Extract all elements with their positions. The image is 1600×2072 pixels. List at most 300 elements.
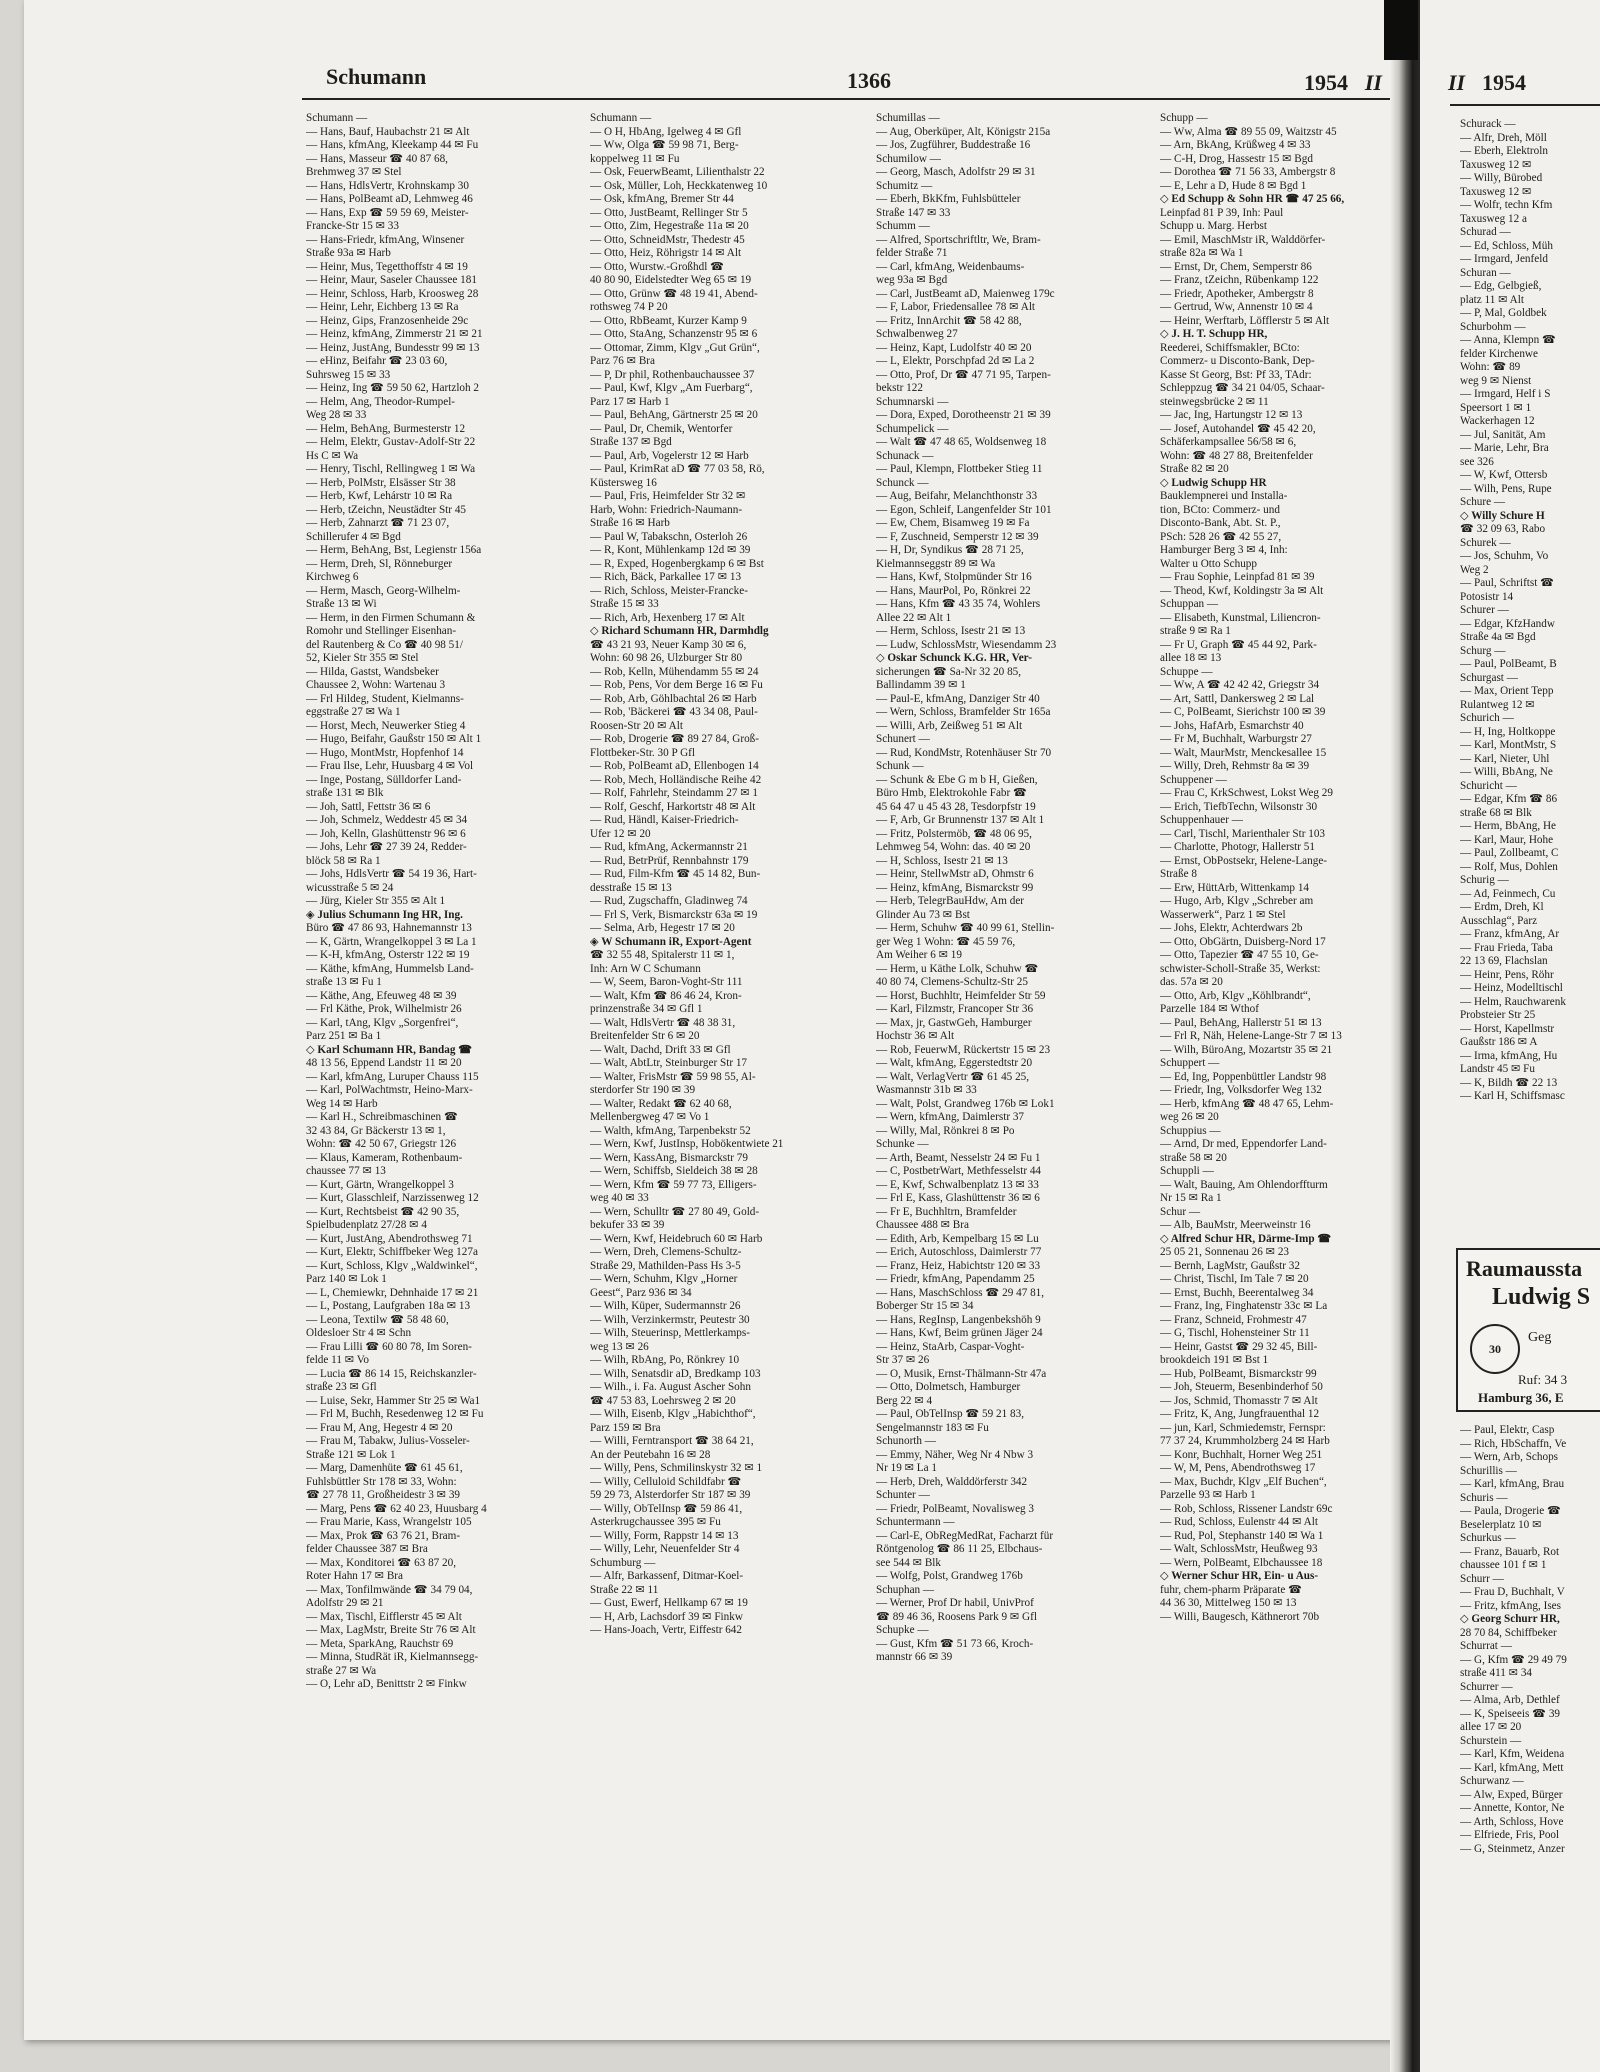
- directory-entry-line: — Karl, kfmAng, Mett: [1460, 1761, 1564, 1774]
- directory-entry-line: Boberger Str 15 ✉ 34: [876, 1300, 974, 1312]
- directory-entry-line: — Herb, TelegrBauHdw, Am der: [876, 895, 1025, 907]
- directory-entry-line: — Max, Buchdr, Klgv „Elf Buchen“,: [1160, 1475, 1327, 1488]
- directory-entry-line: Ballindamm 39 ✉ 1: [876, 679, 966, 691]
- directory-entry-line: — Walt, Kfm ☎ 86 46 24, Kron-: [590, 989, 742, 1002]
- directory-entry-line: — Johs, HdlsVertr ☎ 54 19 36, Hart-: [306, 868, 477, 880]
- directory-entry-line: — Herm, BbAng, He: [1460, 820, 1557, 832]
- directory-entry-line: — Paul, BehAng, Gärtnerstr 25 ✉ 20: [590, 409, 758, 421]
- directory-entry-line: Taxusweg 12 ✉: [1460, 185, 1532, 198]
- directory-entry-line: — Frl Käthe, Prok, Wilhelmistr 26: [306, 1003, 462, 1015]
- directory-entry-line: Straße 13 ✉ Wi: [306, 598, 377, 610]
- directory-entry-line: — Irmgard, Jenfeld: [1460, 253, 1548, 265]
- directory-entry-line: — Kurt, Elektr, Schiffbeker Weg 127a: [306, 1246, 478, 1258]
- directory-entry-line: — Paul, Schriftst ☎: [1460, 577, 1555, 589]
- directory-entry-line: — Kurt, Schloss, Klgv „Waldwinkel“,: [306, 1259, 478, 1272]
- directory-entry-line: tion, BCto: Commerz- und: [1160, 503, 1280, 516]
- directory-entry-line: — Rud, kfmAng, Ackermannstr 21: [590, 841, 748, 853]
- directory-entry-line: Spielbudenplatz 27/28 ✉ 4: [306, 1219, 427, 1231]
- directory-entry-line: — Ww, Alma ☎ 89 55 09, Waitzstr 45: [1160, 125, 1337, 138]
- directory-entry-line: — Willy, ObTelInsp ☎ 59 86 41,: [590, 1502, 743, 1515]
- directory-entry-line: — Paul, Dr, Chemik, Wentorfer: [590, 422, 733, 435]
- directory-entry-line: — Aug, Oberküper, Alt, Königstr 215a: [876, 125, 1051, 138]
- directory-entry-line: — C, PostbetrWart, Methfesselstr 44: [876, 1165, 1042, 1177]
- directory-entry-line: — L, Elektr, Porschpfad 2d ✉ La 2: [876, 355, 1035, 367]
- directory-entry-line: Schunorth —: [876, 1435, 936, 1447]
- directory-entry-line: — Jos, Schmid, Thomasstr 7 ✉ Alt: [1160, 1394, 1318, 1407]
- page-number: 1366: [847, 68, 891, 93]
- directory-entry-line: wicusstraße 5 ✉ 24: [306, 881, 394, 894]
- directory-entry-line: — Kurt, JustAng, Abendrothsweg 71: [306, 1232, 473, 1245]
- directory-entry-line: — Otto, Zim, Hegestraße 11a ✉ 20: [590, 220, 749, 232]
- directory-entry-line: weg 93a ✉ Bgd: [876, 274, 948, 286]
- directory-entry-line: — Wern, Kwf, JustInsp, Hobökentwiete 21: [590, 1138, 784, 1150]
- directory-entry-line: Geest“, Parz 936 ✉ 34: [590, 1286, 692, 1299]
- directory-entry-line: Asterkrugchaussee 395 ✉ Fu: [590, 1516, 721, 1528]
- directory-entry-line: Parz 17 ✉ Harb 1: [590, 395, 670, 408]
- directory-entry-line: — Heinz, kfmAng, Zimmerstr 21 ✉ 21: [306, 328, 483, 340]
- directory-entry-line: — Otto, Prof, Dr ☎ 47 71 95, Tarpen-: [876, 368, 1051, 381]
- directory-entry-line: Potosistr 14: [1460, 590, 1514, 603]
- directory-entry-line: allee 17 ✉ 20: [1460, 1721, 1522, 1733]
- directory-entry-line: — K, Gärtn, Wrangelkoppel 3 ✉ La 1: [306, 935, 477, 948]
- directory-entry-line: — Herm, Schuhw ☎ 40 99 61, Stellin-: [876, 922, 1055, 934]
- directory-entry-line: — Frau Ilse, Lehr, Huusbarg 4 ✉ Vol: [306, 760, 474, 772]
- directory-entry-line: Ufer 12 ✉ 20: [590, 827, 651, 840]
- directory-entry-line: Büro Hmb, Elektrokohle Fabr ☎: [876, 787, 1027, 799]
- directory-entry-line: — Franz, tZeichn, Rübenkamp 122: [1160, 274, 1319, 286]
- directory-entry-line: — Willy, Form, Rappstr 14 ✉ 13: [590, 1529, 739, 1542]
- directory-column-4: [1160, 112, 1404, 1992]
- directory-entry-line: — Ww, A ☎ 42 42 42, Griegstr 34: [1160, 679, 1320, 691]
- directory-entry-line: Bauklempnerei und Installa-: [1160, 490, 1288, 502]
- directory-entry-line: ger Weg 1 Wohn: ☎ 45 59 76,: [876, 935, 1016, 948]
- directory-entry-line: — Rud, Zugschaffn, Gladinweg 74: [590, 895, 748, 907]
- directory-entry-line: — Willi, Arb, Zeißweg 51 ✉ Alt: [876, 719, 1023, 732]
- directory-entry-line: — Ew, Chem, Bisamweg 19 ✉ Fa: [876, 517, 1030, 529]
- directory-entry-line: 59 29 73, Alsterdorfer Str 187 ✉ 39: [590, 1489, 751, 1501]
- directory-entry-line: — Erich, TiefbTechn, Wilsonstr 30: [1160, 800, 1318, 813]
- directory-entry-line: Schuppert —: [1160, 1057, 1220, 1069]
- directory-entry-line: weg 9 ✉ Nienst: [1460, 374, 1532, 387]
- directory-entry-line: — Rud, BetrPrüf, Rennbahnstr 179: [590, 854, 749, 867]
- directory-entry-line: — Heinr, Mus, Tegetthoffstr 4 ✉ 19: [306, 260, 468, 273]
- directory-entry-line: Röntgenolog ☎ 86 11 25, Elbchaus-: [876, 1543, 1043, 1555]
- directory-entry-line: — Otto, Tapezier ☎ 47 55 10, Ge-: [1160, 949, 1319, 961]
- directory-entry-line: Glinder Au 73 ✉ Bst: [876, 908, 970, 921]
- directory-entry-line: — Frl E, Kass, Glashüttenstr 36 ✉ 6: [876, 1192, 1040, 1204]
- directory-entry-line: — Arth, Beamt, Nesselstr 24 ✉ Fu 1: [876, 1151, 1041, 1164]
- directory-entry-line: — Emil, MaschMstr iR, Walddörfer-: [1160, 233, 1326, 246]
- directory-entry-line: Ausschlag“, Parz: [1460, 914, 1538, 927]
- directory-entry-line: — Otto, StaAng, Schanzenstr 95 ✉ 6: [590, 328, 758, 340]
- directory-entry-line: straße 23 ✉ Gfl: [306, 1381, 377, 1393]
- directory-entry-line: — Karl H, Schiffsmasc: [1460, 1090, 1565, 1102]
- directory-entry-line: — Art, Sattl, Dankersweg 2 ✉ Lal: [1160, 692, 1315, 705]
- directory-entry-line: — Selma, Arb, Hegestr 17 ✉ 20: [590, 922, 735, 934]
- directory-entry-line: — Hans, MaschSchloss ☎ 29 47 81,: [876, 1286, 1045, 1299]
- directory-entry-line: Parz 140 ✉ Lok 1: [306, 1273, 387, 1285]
- directory-entry-line: — Walt, HdlsVertr ☎ 48 38 31,: [590, 1016, 736, 1029]
- directory-entry-line: — Edg, Gelbgieß,: [1460, 280, 1542, 292]
- directory-entry-line: — Eberh, BkKfm, Fuhlsbütteler: [876, 193, 1021, 205]
- directory-entry-line: — Herb, Kwf, Lehárstr 10 ✉ Ra: [306, 490, 453, 502]
- directory-entry-line: brookdeich 191 ✉ Bst 1: [1160, 1354, 1269, 1366]
- directory-entry-line: — Franz, kfmAng, Ar: [1460, 928, 1560, 940]
- directory-entry-line: — Helm, Ang, Theodor-Rumpel-: [306, 395, 456, 408]
- directory-entry-line: — F, Arb, Gr Brunnenstr 137 ✉ Alt 1: [876, 814, 1045, 826]
- directory-entry-line: Schuppener —: [1160, 773, 1227, 786]
- directory-entry-line: — Wilh, RbAng, Po, Rönkrey 10: [590, 1354, 740, 1366]
- directory-entry-line: — Elfriede, Fris, Pool: [1460, 1829, 1560, 1841]
- directory-entry-line: — W, Seem, Baron-Voght-Str 111: [590, 976, 743, 988]
- directory-entry-line: — Horst, Buchhltr, Heimfelder Str 59: [876, 989, 1046, 1002]
- directory-entry-line: — Heinz, Gips, Franzosenheide 29c: [306, 314, 469, 327]
- directory-entry-line: — Helm, Rauchwarenk: [1460, 995, 1566, 1008]
- directory-entry-line: — Hans, PolBeamt aD, Lehmweg 46: [306, 193, 473, 205]
- directory-entry-line: — Herb, tZeichn, Neustädter Str 45: [306, 503, 467, 516]
- directory-entry-line: — Wern, Schloss, Bramfelder Str 165a: [876, 706, 1051, 718]
- directory-entry-line: ◇ Ed Schupp & Sohn HR ☎ 47 25 66,: [1160, 193, 1345, 205]
- directory-entry-line: — Hugo, MontMstr, Hopfenhof 14: [306, 746, 464, 759]
- directory-entry-line: — R, Exped, Hogenbergkamp 6 ✉ Bst: [590, 557, 764, 570]
- directory-entry-line: — Joh, Steuerm, Besenbinderhof 50: [1160, 1381, 1323, 1393]
- directory-entry-line: — Ad, Feinmech, Cu: [1460, 887, 1556, 900]
- directory-entry-line: Weg 2: [1460, 563, 1489, 576]
- directory-entry-line: — Frau Marie, Kass, Wrangelstr 105: [306, 1516, 472, 1528]
- directory-entry-line: Schurg —: [1460, 644, 1506, 657]
- directory-entry-line: weg 40 ✉ 33: [590, 1192, 649, 1204]
- directory-entry-line: — Alw, Exped, Bürger: [1460, 1788, 1563, 1801]
- directory-entry-line: 45 64 47 u 45 43 28, Tesdorpfstr 19: [876, 800, 1036, 813]
- directory-entry-line: Landstr 45 ✉ Fu: [1460, 1063, 1535, 1075]
- directory-entry-line: Berg 22 ✉ 4: [876, 1394, 933, 1407]
- directory-entry-line: — Walt, VerlagVertr ☎ 61 45 25,: [876, 1070, 1030, 1083]
- directory-entry-line: — Rich, Schloss, Meister-Francke-: [590, 584, 748, 597]
- directory-entry-line: — Ed, Schloss, Müh: [1460, 239, 1553, 252]
- directory-entry-line: — Willi, BbAng, Ne: [1460, 766, 1553, 778]
- directory-entry-line: — Max, Prok ☎ 63 76 21, Bram-: [306, 1529, 461, 1542]
- directory-entry-line: — Otto, Heiz, Röhrigstr 14 ✉ Alt: [590, 247, 742, 259]
- directory-entry-line: Wasserwerk“, Parz 1 ✉ Stel: [1160, 908, 1286, 921]
- directory-entry-line: — Otto, Arb, Klgv „Köhlbrandt“,: [1160, 989, 1311, 1002]
- directory-entry-line: — Fritz, Polstermöb, ☎ 48 06 95,: [876, 827, 1032, 840]
- directory-entry-line: Schuris —: [1460, 1491, 1508, 1504]
- directory-entry-line: Walter u Otto Schupp: [1160, 557, 1257, 570]
- directory-entry-line: — Herb, kfmAng ☎ 48 47 65, Lehm-: [1160, 1097, 1334, 1110]
- directory-entry-line: — Wern, KassAng, Bismarckstr 79: [590, 1151, 748, 1164]
- directory-entry-line: — Franz, Heiz, Habichtstr 120 ✉ 33: [876, 1259, 1041, 1272]
- directory-entry-line: Büro ☎ 47 86 93, Hahnemannstr 13: [306, 922, 472, 934]
- directory-entry-line: Parzelle 184 ✉ Wthof: [1160, 1003, 1259, 1015]
- directory-entry-line: — Fr U, Graph ☎ 45 44 92, Park-: [1160, 638, 1317, 651]
- directory-entry-line: — Rud, Händl, Kaiser-Friedrich-: [590, 814, 739, 826]
- directory-entry-line: — Inge, Postang, Sülldorfer Land-: [306, 773, 462, 786]
- facing-header-rule: [1450, 104, 1600, 106]
- directory-entry-line: — Heinr, Pens, Röhr: [1460, 968, 1554, 981]
- directory-column-1: [306, 112, 574, 1992]
- directory-entry-line: — Alfred, Sportschriftltr, We, Bram-: [876, 233, 1041, 246]
- directory-entry-line: ◈ W Schumann iR, Export-Agent: [590, 935, 752, 948]
- directory-entry-line: — Karl, Kfm, Weidena: [1460, 1748, 1565, 1760]
- directory-entry-line: Hamburger Berg 3 ✉ 4, Inh:: [1160, 544, 1288, 556]
- directory-entry-line: — Irma, kfmAng, Hu: [1460, 1049, 1558, 1062]
- directory-entry-line: Taxusweg 12 ✉: [1460, 158, 1532, 171]
- directory-entry-line: — Hans, Kfm ☎ 43 35 74, Wohlers: [876, 598, 1041, 610]
- directory-entry-line: — Paul, Zollbeamt, C: [1460, 847, 1559, 859]
- scan-edge: [1384, 0, 1418, 60]
- directory-entry-line: Weg 14 ✉ Harb: [306, 1097, 378, 1110]
- directory-entry-line: ◇ Oskar Schunck K.G. HR, Ver-: [876, 652, 1032, 664]
- directory-entry-line: straße 27 ✉ Wa: [306, 1664, 377, 1677]
- directory-entry-line: — C-H, Drog, Hassestr 15 ✉ Bgd: [1160, 152, 1313, 165]
- directory-entry-line: — Alb, BauMstr, Meerweinstr 16: [1160, 1219, 1311, 1231]
- directory-entry-line: Fuhlsbüttler Str 178 ✉ 33, Wohn:: [306, 1475, 457, 1488]
- directory-entry-line: — Wilh, Pens, Rupe: [1460, 482, 1552, 495]
- directory-entry-line: Chaussee 2, Wohn: Wartenau 3: [306, 679, 446, 691]
- directory-entry-line: — Frau M, Ang, Hegestr 4 ✉ 20: [306, 1421, 453, 1434]
- directory-entry-line: PSch: 528 26 ☎ 42 55 27,: [1160, 530, 1282, 543]
- directory-entry-line: — Otto, Dolmetsch, Hamburger: [876, 1381, 1021, 1393]
- directory-entry-line: — Paul, Fris, Heimfelder Str 32 ✉: [590, 490, 746, 502]
- book-gutter: [1390, 0, 1420, 2072]
- directory-entry-line: Schurr —: [1460, 1572, 1504, 1585]
- directory-entry-line: Roter Hahn 17 ✉ Bra: [306, 1570, 403, 1582]
- directory-entry-line: Nr 19 ✉ La 1: [876, 1462, 937, 1474]
- directory-entry-line: — Franz, Ing, Finghatenstr 33c ✉ La: [1160, 1300, 1328, 1312]
- directory-entry-line: — Käthe, Ang, Efeuweg 48 ✉ 39: [306, 989, 457, 1002]
- directory-entry-line: — Joh, Kelln, Glashüttenstr 96 ✉ 6: [306, 827, 466, 840]
- directory-entry-line: — P, Mal, Goldbek: [1460, 307, 1547, 319]
- directory-entry-line: Straße 22 ✉ 11: [590, 1583, 659, 1596]
- directory-entry-line: Parz 76 ✉ Bra: [590, 355, 655, 367]
- directory-entry-line: — Walt, MaurMstr, Menckesallee 15: [1160, 746, 1327, 759]
- directory-entry-line: — Rud, Schloss, Eulenstr 44 ✉ Alt: [1160, 1516, 1318, 1528]
- directory-entry-line: — Frau M, Tabakw, Julius-Vosseler-: [306, 1435, 470, 1447]
- directory-entry-line: Oldesloer Str 4 ✉ Schn: [306, 1327, 412, 1339]
- directory-entry-line: — Willy, Lehr, Neuenfelder Str 4: [590, 1543, 740, 1555]
- directory-entry-line: — Walt, Polst, Grandweg 176b ✉ Lok1: [876, 1097, 1055, 1110]
- directory-entry-line: chaussee 101 f ✉ 1: [1460, 1559, 1547, 1571]
- directory-entry-line: — Carl-E, ObRegMedRat, Facharzt für: [876, 1529, 1054, 1542]
- directory-entry-line: — Paul-E, kfmAng, Danziger Str 40: [876, 692, 1040, 705]
- directory-entry-line: — Frl S, Verk, Bismarckstr 63a ✉ 19: [590, 908, 758, 921]
- directory-entry-line: — O, Lehr aD, Benittstr 2 ✉ Finkw: [306, 1678, 467, 1690]
- directory-entry-line: — Marg, Damenhüte ☎ 61 45 61,: [306, 1462, 463, 1474]
- directory-entry-line: straße 411 ✉ 34: [1460, 1667, 1533, 1679]
- directory-entry-line: — Walt, Bauing, Am Ohlendorffturm: [1160, 1178, 1328, 1191]
- directory-entry-line: — Schunk & Ebe G m b H, Gießen,: [876, 773, 1038, 786]
- directory-entry-line: Schuntermann —: [876, 1516, 955, 1528]
- directory-entry-line: — Wern, Kfm ☎ 59 77 73, Elligers-: [590, 1178, 757, 1191]
- directory-entry-line: Schuppe —: [1160, 665, 1213, 678]
- directory-entry-line: — Erdm, Dreh, Kl: [1460, 901, 1544, 913]
- directory-entry-line: Straße 15 ✉ 33: [590, 598, 659, 610]
- directory-entry-line: Speersort 1 ✉ 1: [1460, 401, 1532, 414]
- directory-entry-line: — Werner, Prof Dr habil, UnivProf: [876, 1597, 1034, 1609]
- directory-entry-line: — Wern, Schiffsb, Sieldeich 38 ✉ 28: [590, 1165, 758, 1177]
- ad-line-1: Raumaussta: [1466, 1256, 1583, 1281]
- directory-entry-line: — Willy, Pens, Schmilinskystr 32 ✉ 1: [590, 1462, 763, 1474]
- directory-entry-line: Straße 121 ✉ Lok 1: [306, 1448, 396, 1461]
- directory-entry-line: Schunter —: [876, 1489, 930, 1501]
- directory-entry-line: Taxusweg 12 a: [1460, 212, 1527, 225]
- facing-running-head-year: 1954: [1482, 70, 1526, 95]
- directory-entry-line: — Gertrud, Ww, Annenstr 10 ✉ 4: [1160, 301, 1313, 313]
- ad-seal-icon: 30: [1470, 1324, 1520, 1374]
- directory-entry-line: — Otto, JustBeamt, Rellinger Str 5: [590, 206, 748, 219]
- directory-entry-line: — Frau Frieda, Taba: [1460, 941, 1553, 954]
- directory-entry-line: Hochstr 36 ✉ Alt: [876, 1030, 955, 1042]
- directory-entry-line: Hs C ✉ Wa: [306, 449, 359, 462]
- directory-entry-line: Parz 159 ✉ Bra: [590, 1421, 661, 1434]
- directory-entry-line: felder Kirchenwe: [1460, 347, 1538, 360]
- directory-entry-line: — Rolf, Fahrlehr, Steindamm 27 ✉ 1: [590, 787, 759, 799]
- directory-entry-line: Schurrat —: [1460, 1640, 1512, 1652]
- directory-entry-line: Schurbohm —: [1460, 320, 1526, 333]
- directory-entry-line: — Carl, kfmAng, Weidenbaums-: [876, 260, 1025, 273]
- directory-entry-line: Breitenfelder Str 6 ✉ 20: [590, 1030, 700, 1042]
- directory-entry-line: — Rich, Arb, Hexenberg 17 ✉ Alt: [590, 611, 745, 624]
- directory-entry-line: — Käthe, kfmAng, Hummelsb Land-: [306, 962, 474, 975]
- directory-entry-line: — Marie, Lehr, Bra: [1460, 442, 1549, 454]
- directory-entry-line: — Fr M, Buchhalt, Warburgstr 27: [1160, 733, 1312, 745]
- directory-entry-line: Nr 15 ✉ Ra 1: [1160, 1192, 1222, 1204]
- directory-entry-line: Schuppenhauer —: [1160, 814, 1243, 826]
- directory-entry-line: — Helm, Elektr, Gustav-Adolf-Str 22: [306, 436, 476, 448]
- directory-entry-line: — Rob, Arb, Göhlbachtal 26 ✉ Harb: [590, 692, 757, 705]
- directory-entry-line: — O H, HbAng, Igelweg 4 ✉ Gfl: [590, 125, 742, 138]
- directory-entry-line: prinzenstraße 34 ✉ Gfl 1: [590, 1003, 703, 1015]
- directory-entry-line: Straße 137 ✉ Bgd: [590, 436, 672, 448]
- directory-entry-line: — Wilh, Verzinkermstr, Peutestr 30: [590, 1313, 750, 1326]
- directory-entry-line: — Heinr, Gastst ☎ 29 32 45, Bill-: [1160, 1340, 1318, 1353]
- directory-entry-line: — Anna, Klempn ☎: [1460, 334, 1556, 346]
- directory-entry-line: — Rich, Bäck, Parkallee 17 ✉ 13: [590, 571, 742, 583]
- directory-entry-line: Schur —: [1160, 1205, 1201, 1218]
- directory-entry-line: — Karl, kfmAng, Brau: [1460, 1478, 1565, 1490]
- directory-entry-line: mannstr 66 ✉ 39: [876, 1651, 953, 1663]
- directory-entry-line: — Osk, kfmAng, Bremer Str 44: [590, 193, 734, 205]
- directory-entry-line: — Hans, HdlsVertr, Krohnskamp 30: [306, 179, 469, 192]
- directory-entry-line: — Friedr, Apotheker, Ambergstr 8: [1160, 287, 1314, 300]
- directory-entry-line: Schurig —: [1460, 874, 1509, 886]
- directory-entry-line: ◇ Werner Schur HR, Ein- u Aus-: [1160, 1570, 1319, 1582]
- directory-entry-line: — Max, jr, GastwGeh, Hamburger: [876, 1016, 1032, 1029]
- directory-entry-line: ☎ 27 78 11, Großheidestr 3 ✉ 39: [306, 1489, 461, 1501]
- directory-entry-line: — Josef, Autohandel ☎ 45 42 20,: [1160, 422, 1316, 435]
- directory-entry-line: — Edith, Arb, Kempelbarg 15 ✉ Lu: [876, 1232, 1039, 1245]
- directory-entry-line: — Edgar, KfzHandw: [1460, 617, 1555, 630]
- directory-entry-line: — C, PolBeamt, Sierichstr 100 ✉ 39: [1160, 706, 1326, 718]
- directory-entry-line: — Erw, HüttArb, Wittenkamp 14: [1160, 881, 1310, 894]
- directory-entry-line: Schumann —: [306, 112, 368, 124]
- directory-entry-line: — Rolf, Geschf, Harkortstr 48 ✉ Alt: [590, 800, 756, 813]
- directory-entry-line: — Aug, Beifahr, Melanchthonstr 33: [876, 490, 1038, 502]
- directory-entry-line: Schunke —: [876, 1138, 929, 1150]
- directory-entry-line: eggstraße 27 ✉ Wa 1: [306, 706, 401, 718]
- directory-entry-line: straße 131 ✉ Blk: [306, 787, 384, 799]
- directory-entry-line: Inh: Arn W C Schumann: [590, 962, 701, 975]
- directory-entry-line: — H, Ing, Holtkoppe: [1460, 725, 1556, 738]
- directory-entry-line: — Karl, kfmAng, Luruper Chauss 115: [306, 1070, 479, 1083]
- directory-entry-line: — Heinz, JustAng, Bundesstr 99 ✉ 13: [306, 341, 480, 354]
- directory-entry-line: — Karl, PolWachtmstr, Heino-Marx-: [306, 1084, 473, 1096]
- directory-entry-line: — Hans-Friedr, kfmAng, Winsener: [306, 233, 465, 246]
- directory-entry-line: Schurkus —: [1460, 1532, 1516, 1544]
- directory-entry-line: — Theod, Kwf, Koldingstr 3a ✉ Alt: [1160, 584, 1324, 597]
- directory-entry-line: — Meta, SparkAng, Rauchstr 69: [306, 1637, 454, 1650]
- directory-entry-line: Schumilow —: [876, 152, 941, 165]
- directory-entry-line: Suhrsweg 15 ✉ 33: [306, 368, 391, 381]
- directory-entry-line: — Paul, Kwf, Klgv „Am Fuerbarg“,: [590, 382, 753, 394]
- directory-entry-line: — Herb, Dreh, Walddörferstr 342: [876, 1475, 1028, 1488]
- directory-entry-line: Wohn: ☎ 89: [1460, 361, 1521, 373]
- directory-entry-line: — Karl, tAng, Klgv „Sorgenfrei“,: [306, 1016, 459, 1029]
- directory-entry-line: — Gust, Kfm ☎ 51 73 66, Kroch-: [876, 1637, 1034, 1650]
- directory-entry-line: — Alfr, Barkassenf, Ditmar-Koel-: [590, 1570, 744, 1582]
- directory-entry-line: — Johs, HafArb, Esmarchstr 40: [1160, 719, 1304, 732]
- directory-entry-line: chaussee 77 ✉ 13: [306, 1165, 386, 1177]
- directory-entry-line: Allee 22 ✉ Alt 1: [876, 611, 952, 624]
- directory-entry-line: — Helm, BehAng, Burmesterstr 12: [306, 422, 466, 435]
- directory-entry-line: Straße 147 ✉ 33: [876, 206, 951, 219]
- directory-entry-line: — H, Dr, Syndikus ☎ 28 71 25,: [876, 544, 1024, 556]
- directory-entry-line: rothsweg 74 P 20: [590, 301, 668, 313]
- directory-entry-line: straße 13 ✉ Fu 1: [306, 976, 382, 988]
- directory-entry-line: — Marg, Pens ☎ 62 40 23, Huusbarg 4: [306, 1502, 487, 1515]
- directory-entry-line: — Horst, Kapellmstr: [1460, 1022, 1555, 1035]
- directory-entry-line: — Rud, KondMstr, Rotenhäuser Str 70: [876, 746, 1052, 759]
- directory-entry-line: — Rob, PolBeamt aD, Ellenbogen 14: [590, 760, 759, 772]
- directory-entry-line: 40 80 74, Clemens-Schultz-Str 25: [876, 976, 1028, 988]
- directory-entry-line: del Rautenberg & Co ☎ 40 98 51/: [306, 638, 463, 651]
- directory-entry-line: — Rob, Drogerie ☎ 89 27 84, Groß-: [590, 733, 759, 745]
- directory-entry-line: — E, Lehr a D, Hude 8 ✉ Bgd 1: [1160, 179, 1307, 192]
- directory-entry-line: Wackerhagen 12: [1460, 415, 1535, 427]
- directory-entry-line: — Wilh, Eisenb, Klgv „Habichthof“,: [590, 1408, 756, 1420]
- directory-entry-line: — Heinr, StellwMstr aD, Ohmstr 6: [876, 868, 1034, 880]
- directory-entry-line: — G, Tischl, Hohensteiner Str 11: [1160, 1327, 1310, 1339]
- directory-entry-line: Schupp —: [1160, 112, 1208, 124]
- directory-entry-line: Wohn: ☎ 42 50 67, Griegstr 126: [306, 1138, 457, 1150]
- directory-column-3: [876, 112, 1144, 1992]
- directory-entry-line: — Ottomar, Zimm, Klgv „Gut Grün“,: [590, 341, 760, 354]
- directory-entry-line: Kirchweg 6: [306, 571, 359, 583]
- directory-entry-line: Weg 28 ✉ 33: [306, 409, 367, 421]
- directory-entry-line: — Kurt, Gärtn, Wrangelkoppel 3: [306, 1178, 454, 1191]
- directory-entry-line: — Wolfg, Polst, Grandweg 176b: [876, 1570, 1023, 1582]
- directory-entry-line: see 326: [1460, 455, 1494, 468]
- directory-entry-line: ☎ 43 21 93, Neuer Kamp 30 ✉ 6,: [590, 638, 747, 651]
- directory-entry-line: — Konr, Buchhalt, Horner Weg 251: [1160, 1448, 1323, 1461]
- directory-entry-line: — Hugo, Arb, Klgv „Schreber am: [1160, 895, 1314, 907]
- directory-entry-line: ◇ Karl Schumann HR, Bandag ☎: [306, 1043, 473, 1056]
- directory-entry-line: Straße 29, Mathilden-Pass Hs 3-5: [590, 1259, 741, 1272]
- directory-entry-line: — Charlotte, Photogr, Hallerstr 51: [1160, 841, 1315, 853]
- directory-entry-line: — Herb, Zahnarzt ☎ 71 23 07,: [306, 517, 450, 529]
- directory-entry-line: Wasmannstr 31b ✉ 33: [876, 1084, 977, 1096]
- directory-entry-line: — Hans, kfmAng, Kleekamp 44 ✉ Fu: [306, 139, 479, 151]
- directory-entry-line: Kielmannseggstr 89 ✉ Wa: [876, 557, 996, 570]
- directory-entry-line: — Willy, Bürobed: [1460, 172, 1543, 184]
- directory-entry-line: — Paula, Drogerie ☎: [1460, 1505, 1561, 1517]
- directory-entry-line: — Eberh, Elektroln: [1460, 145, 1548, 157]
- directory-entry-line: felder Chaussee 387 ✉ Bra: [306, 1543, 428, 1555]
- directory-entry-line: steinwegsbrücke 2 ✉ 11: [1160, 395, 1269, 408]
- directory-entry-line: — Frau Lilli ☎ 60 80 78, Im Soren-: [306, 1340, 472, 1353]
- directory-entry-line: — Luise, Sekr, Hammer Str 25 ✉ Wa1: [306, 1394, 481, 1407]
- directory-entry-line: — Ww, Olga ☎ 59 98 71, Berg-: [590, 139, 739, 151]
